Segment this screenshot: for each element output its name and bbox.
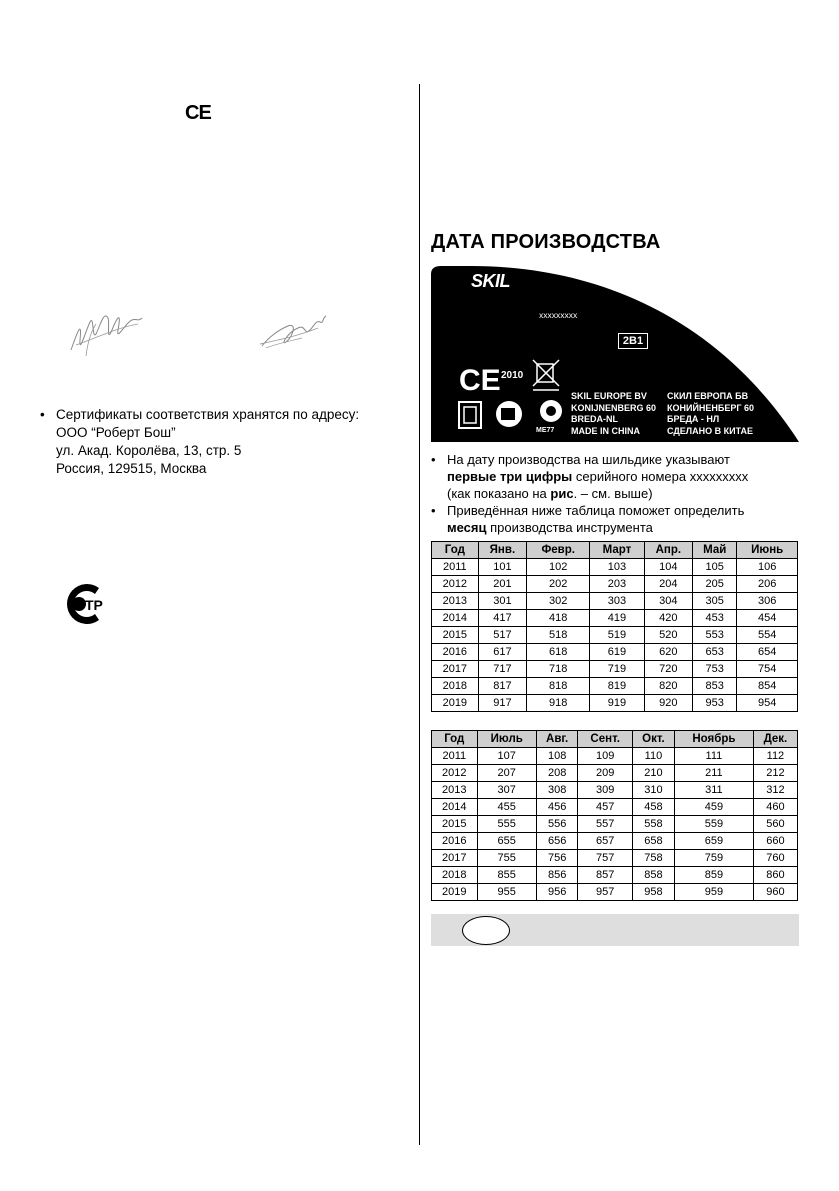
code-cell: 108 xyxy=(536,748,578,765)
year-cell: 2015 xyxy=(432,816,478,833)
code-cell: 456 xyxy=(536,799,578,816)
code-cell: 312 xyxy=(753,782,797,799)
table-row xyxy=(432,576,798,593)
year-cell: 2017 xyxy=(432,850,478,867)
year-cell: 2018 xyxy=(432,678,479,695)
code-cell: 553 xyxy=(693,627,737,644)
note-bold: первые три цифры xyxy=(447,469,573,484)
code-cell: 655 xyxy=(477,833,536,850)
code-cell: 620 xyxy=(644,644,692,661)
code-cell: 717 xyxy=(478,661,526,678)
table-row xyxy=(432,661,798,678)
code-cell: 555 xyxy=(477,816,536,833)
column-header: Май xyxy=(693,542,737,559)
svg-text:ТР: ТР xyxy=(85,597,103,613)
code-cell: 958 xyxy=(632,884,674,901)
code-cell: 306 xyxy=(737,593,798,610)
column-header: Янв. xyxy=(478,542,526,559)
note-text: На дату производства на шильдике указывают xyxy=(447,452,730,467)
code-cell: 854 xyxy=(737,678,798,695)
code-cell: 820 xyxy=(644,678,692,695)
code-cell: 853 xyxy=(693,678,737,695)
addr-line: KONIJNENBERG 60 xyxy=(571,402,657,413)
note-serial xyxy=(431,451,801,502)
signature-1 xyxy=(66,300,146,360)
code-cell: 560 xyxy=(753,816,797,833)
signature-2 xyxy=(258,308,328,353)
code-cell: 755 xyxy=(477,850,536,867)
table-row xyxy=(432,748,798,765)
year-cell: 2019 xyxy=(432,884,478,901)
code-cell: 207 xyxy=(477,765,536,782)
code-cell: 210 xyxy=(632,765,674,782)
addr-line: СКИЛ ЕВРОПА БВ xyxy=(667,391,749,401)
code-cell: 955 xyxy=(477,884,536,901)
addr-line: MADE IN CHINA xyxy=(571,425,640,436)
column-header: Апр. xyxy=(644,542,692,559)
column-header: Год xyxy=(432,731,478,748)
production-code-box: 2B1 xyxy=(618,333,648,349)
column-header: Дек. xyxy=(753,731,797,748)
code-cell: 303 xyxy=(590,593,644,610)
note-text: (как показано на xyxy=(447,486,551,501)
code-cell: 203 xyxy=(590,576,644,593)
code-cell: 757 xyxy=(578,850,632,867)
table-row xyxy=(432,765,798,782)
me-code: ME77 xyxy=(536,427,555,434)
code-cell: 102 xyxy=(527,559,590,576)
code-cell: 111 xyxy=(674,748,753,765)
year-cell: 2016 xyxy=(432,833,478,850)
nameplate-illustration xyxy=(431,266,799,442)
code-cell: 957 xyxy=(578,884,632,901)
table-row xyxy=(432,695,798,712)
code-cell: 206 xyxy=(737,576,798,593)
code-cell: 918 xyxy=(527,695,590,712)
code-cell: 860 xyxy=(753,867,797,884)
table-row xyxy=(432,644,798,661)
code-cell: 209 xyxy=(578,765,632,782)
code-cell: 212 xyxy=(753,765,797,782)
year-cell: 2019 xyxy=(432,695,479,712)
cert-line: Сертификаты соответствия хранятся по адресу: xyxy=(56,407,360,422)
code-cell: 760 xyxy=(753,850,797,867)
code-cell: 308 xyxy=(536,782,578,799)
code-cell: 758 xyxy=(632,850,674,867)
code-cell: 453 xyxy=(693,610,737,627)
code-cell: 559 xyxy=(674,816,753,833)
code-cell: 654 xyxy=(737,644,798,661)
code-cell: 960 xyxy=(753,884,797,901)
year-cell: 2013 xyxy=(432,593,479,610)
code-cell: 310 xyxy=(632,782,674,799)
code-cell: 859 xyxy=(674,867,753,884)
table-row xyxy=(432,678,798,695)
addr-line: BREDA-NL xyxy=(571,414,618,424)
addr-line: КОНИЙНЕНБЕРГ 60 xyxy=(667,402,755,413)
table-row xyxy=(432,833,798,850)
table-row xyxy=(432,816,798,833)
column-header: Февр. xyxy=(527,542,590,559)
address-latin xyxy=(571,391,656,437)
note-table xyxy=(431,502,801,536)
code-cell: 301 xyxy=(478,593,526,610)
column-header: Окт. xyxy=(632,731,674,748)
year-cell: 2012 xyxy=(432,765,478,782)
year-cell: 2014 xyxy=(432,610,479,627)
code-cell: 305 xyxy=(693,593,737,610)
code-cell: 112 xyxy=(753,748,797,765)
year-cell: 2018 xyxy=(432,867,478,884)
code-cell: 201 xyxy=(478,576,526,593)
code-cell: 419 xyxy=(590,610,644,627)
year-cell: 2013 xyxy=(432,782,478,799)
code-cell: 956 xyxy=(536,884,578,901)
bullet: • xyxy=(431,452,436,467)
code-cell: 919 xyxy=(590,695,644,712)
code-cell: 617 xyxy=(478,644,526,661)
code-cell: 653 xyxy=(693,644,737,661)
note-bold: месяц xyxy=(447,520,487,535)
column-header: Июнь xyxy=(737,542,798,559)
note-text: производства инструмента xyxy=(486,520,653,535)
code-cell: 953 xyxy=(693,695,737,712)
code-cell: 107 xyxy=(477,748,536,765)
code-cell: 754 xyxy=(737,661,798,678)
code-cell: 420 xyxy=(644,610,692,627)
table-row xyxy=(432,559,798,576)
addr-line: БРЕДА - НЛ xyxy=(667,414,720,424)
table-header-row xyxy=(432,731,798,748)
code-cell: 106 xyxy=(737,559,798,576)
table-row xyxy=(432,782,798,799)
code-cell: 656 xyxy=(536,833,578,850)
code-cell: 104 xyxy=(644,559,692,576)
serial-number: xxxxxxxxx xyxy=(539,310,578,320)
code-cell: 719 xyxy=(590,661,644,678)
page-title: ДАТА ПРОИЗВОДСТВА xyxy=(431,231,661,253)
code-cell: 657 xyxy=(578,833,632,850)
code-cell: 103 xyxy=(590,559,644,576)
note-text: серийного номера xxxxxxxxx xyxy=(572,469,749,484)
year-cell: 2012 xyxy=(432,576,479,593)
eac-certification-logo xyxy=(55,580,115,628)
code-cell: 917 xyxy=(478,695,526,712)
code-cell: 208 xyxy=(536,765,578,782)
code-cell: 101 xyxy=(478,559,526,576)
column-header: Год xyxy=(432,542,479,559)
year-cell: 2017 xyxy=(432,661,479,678)
code-cell: 418 xyxy=(527,610,590,627)
addr-line: SKIL EUROPE BV xyxy=(571,391,647,401)
brand-logo: SKIL xyxy=(471,271,511,291)
table-row xyxy=(432,867,798,884)
table-row xyxy=(432,884,798,901)
addr-line: СДЕЛАНО В КИТАЕ xyxy=(667,425,754,436)
code-cell: 659 xyxy=(674,833,753,850)
table-row xyxy=(432,799,798,816)
code-cell: 519 xyxy=(590,627,644,644)
bullet: • xyxy=(40,407,45,422)
year-cell: 2014 xyxy=(432,799,478,816)
code-cell: 459 xyxy=(674,799,753,816)
code-cell: 718 xyxy=(527,661,590,678)
code-cell: 660 xyxy=(753,833,797,850)
year-cell: 2016 xyxy=(432,644,479,661)
code-cell: 105 xyxy=(693,559,737,576)
year-cell: 2011 xyxy=(432,559,479,576)
code-cell: 204 xyxy=(644,576,692,593)
column-divider xyxy=(419,84,420,1145)
note-text: . – см. выше) xyxy=(573,486,653,501)
code-cell: 855 xyxy=(477,867,536,884)
code-cell: 460 xyxy=(753,799,797,816)
year-cell: 2011 xyxy=(432,748,478,765)
column-header: Июль xyxy=(477,731,536,748)
code-cell: 307 xyxy=(477,782,536,799)
table-header-row xyxy=(432,542,798,559)
code-cell: 819 xyxy=(590,678,644,695)
cert-line: ул. Акад. Королёва, 13, стр. 5 xyxy=(56,443,242,458)
code-cell: 856 xyxy=(536,867,578,884)
column-header: Авг. xyxy=(536,731,578,748)
code-cell: 520 xyxy=(644,627,692,644)
code-cell: 302 xyxy=(527,593,590,610)
note-text: Приведённая ниже таблица поможет определить xyxy=(447,503,745,518)
code-cell: 920 xyxy=(644,695,692,712)
certificates-note xyxy=(40,406,400,478)
svg-text:CE: CE xyxy=(459,364,501,397)
code-cell: 554 xyxy=(737,627,798,644)
code-cell: 557 xyxy=(578,816,632,833)
code-cell: 618 xyxy=(527,644,590,661)
ce-mark: CE xyxy=(185,102,211,124)
code-cell: 818 xyxy=(527,678,590,695)
code-cell: 304 xyxy=(644,593,692,610)
table-row xyxy=(432,610,798,627)
month-code-table-jul-dec xyxy=(431,730,798,901)
code-cell: 756 xyxy=(536,850,578,867)
cert-line: ООО “Роберт Бош” xyxy=(56,425,176,440)
code-cell: 417 xyxy=(478,610,526,627)
column-header: Ноябрь xyxy=(674,731,753,748)
code-cell: 454 xyxy=(737,610,798,627)
code-cell: 857 xyxy=(578,867,632,884)
code-cell: 109 xyxy=(578,748,632,765)
code-cell: 517 xyxy=(478,627,526,644)
production-date-notes xyxy=(431,451,801,536)
code-cell: 954 xyxy=(737,695,798,712)
code-cell: 457 xyxy=(578,799,632,816)
code-cell: 518 xyxy=(527,627,590,644)
code-cell: 720 xyxy=(644,661,692,678)
code-cell: 110 xyxy=(632,748,674,765)
code-cell: 311 xyxy=(674,782,753,799)
column-header: Март xyxy=(590,542,644,559)
language-code-oval xyxy=(462,916,510,945)
code-cell: 309 xyxy=(578,782,632,799)
note-bold: рис xyxy=(550,486,574,501)
code-cell: 202 xyxy=(527,576,590,593)
plate-year: 2010 xyxy=(501,370,524,381)
code-cell: 558 xyxy=(632,816,674,833)
code-cell: 753 xyxy=(693,661,737,678)
table-row xyxy=(432,850,798,867)
code-cell: 817 xyxy=(478,678,526,695)
table-row xyxy=(432,593,798,610)
table-row xyxy=(432,627,798,644)
code-cell: 658 xyxy=(632,833,674,850)
code-cell: 455 xyxy=(477,799,536,816)
code-cell: 959 xyxy=(674,884,753,901)
code-cell: 858 xyxy=(632,867,674,884)
bullet: • xyxy=(431,503,436,518)
cert-line: Россия, 129515, Москва xyxy=(56,461,207,476)
code-cell: 619 xyxy=(590,644,644,661)
code-cell: 205 xyxy=(693,576,737,593)
code-cell: 759 xyxy=(674,850,753,867)
code-cell: 211 xyxy=(674,765,753,782)
year-cell: 2015 xyxy=(432,627,479,644)
code-cell: 458 xyxy=(632,799,674,816)
column-header: Сент. xyxy=(578,731,632,748)
code-cell: 556 xyxy=(536,816,578,833)
address-cyrillic xyxy=(667,391,754,437)
month-code-table-jan-jun xyxy=(431,541,798,712)
